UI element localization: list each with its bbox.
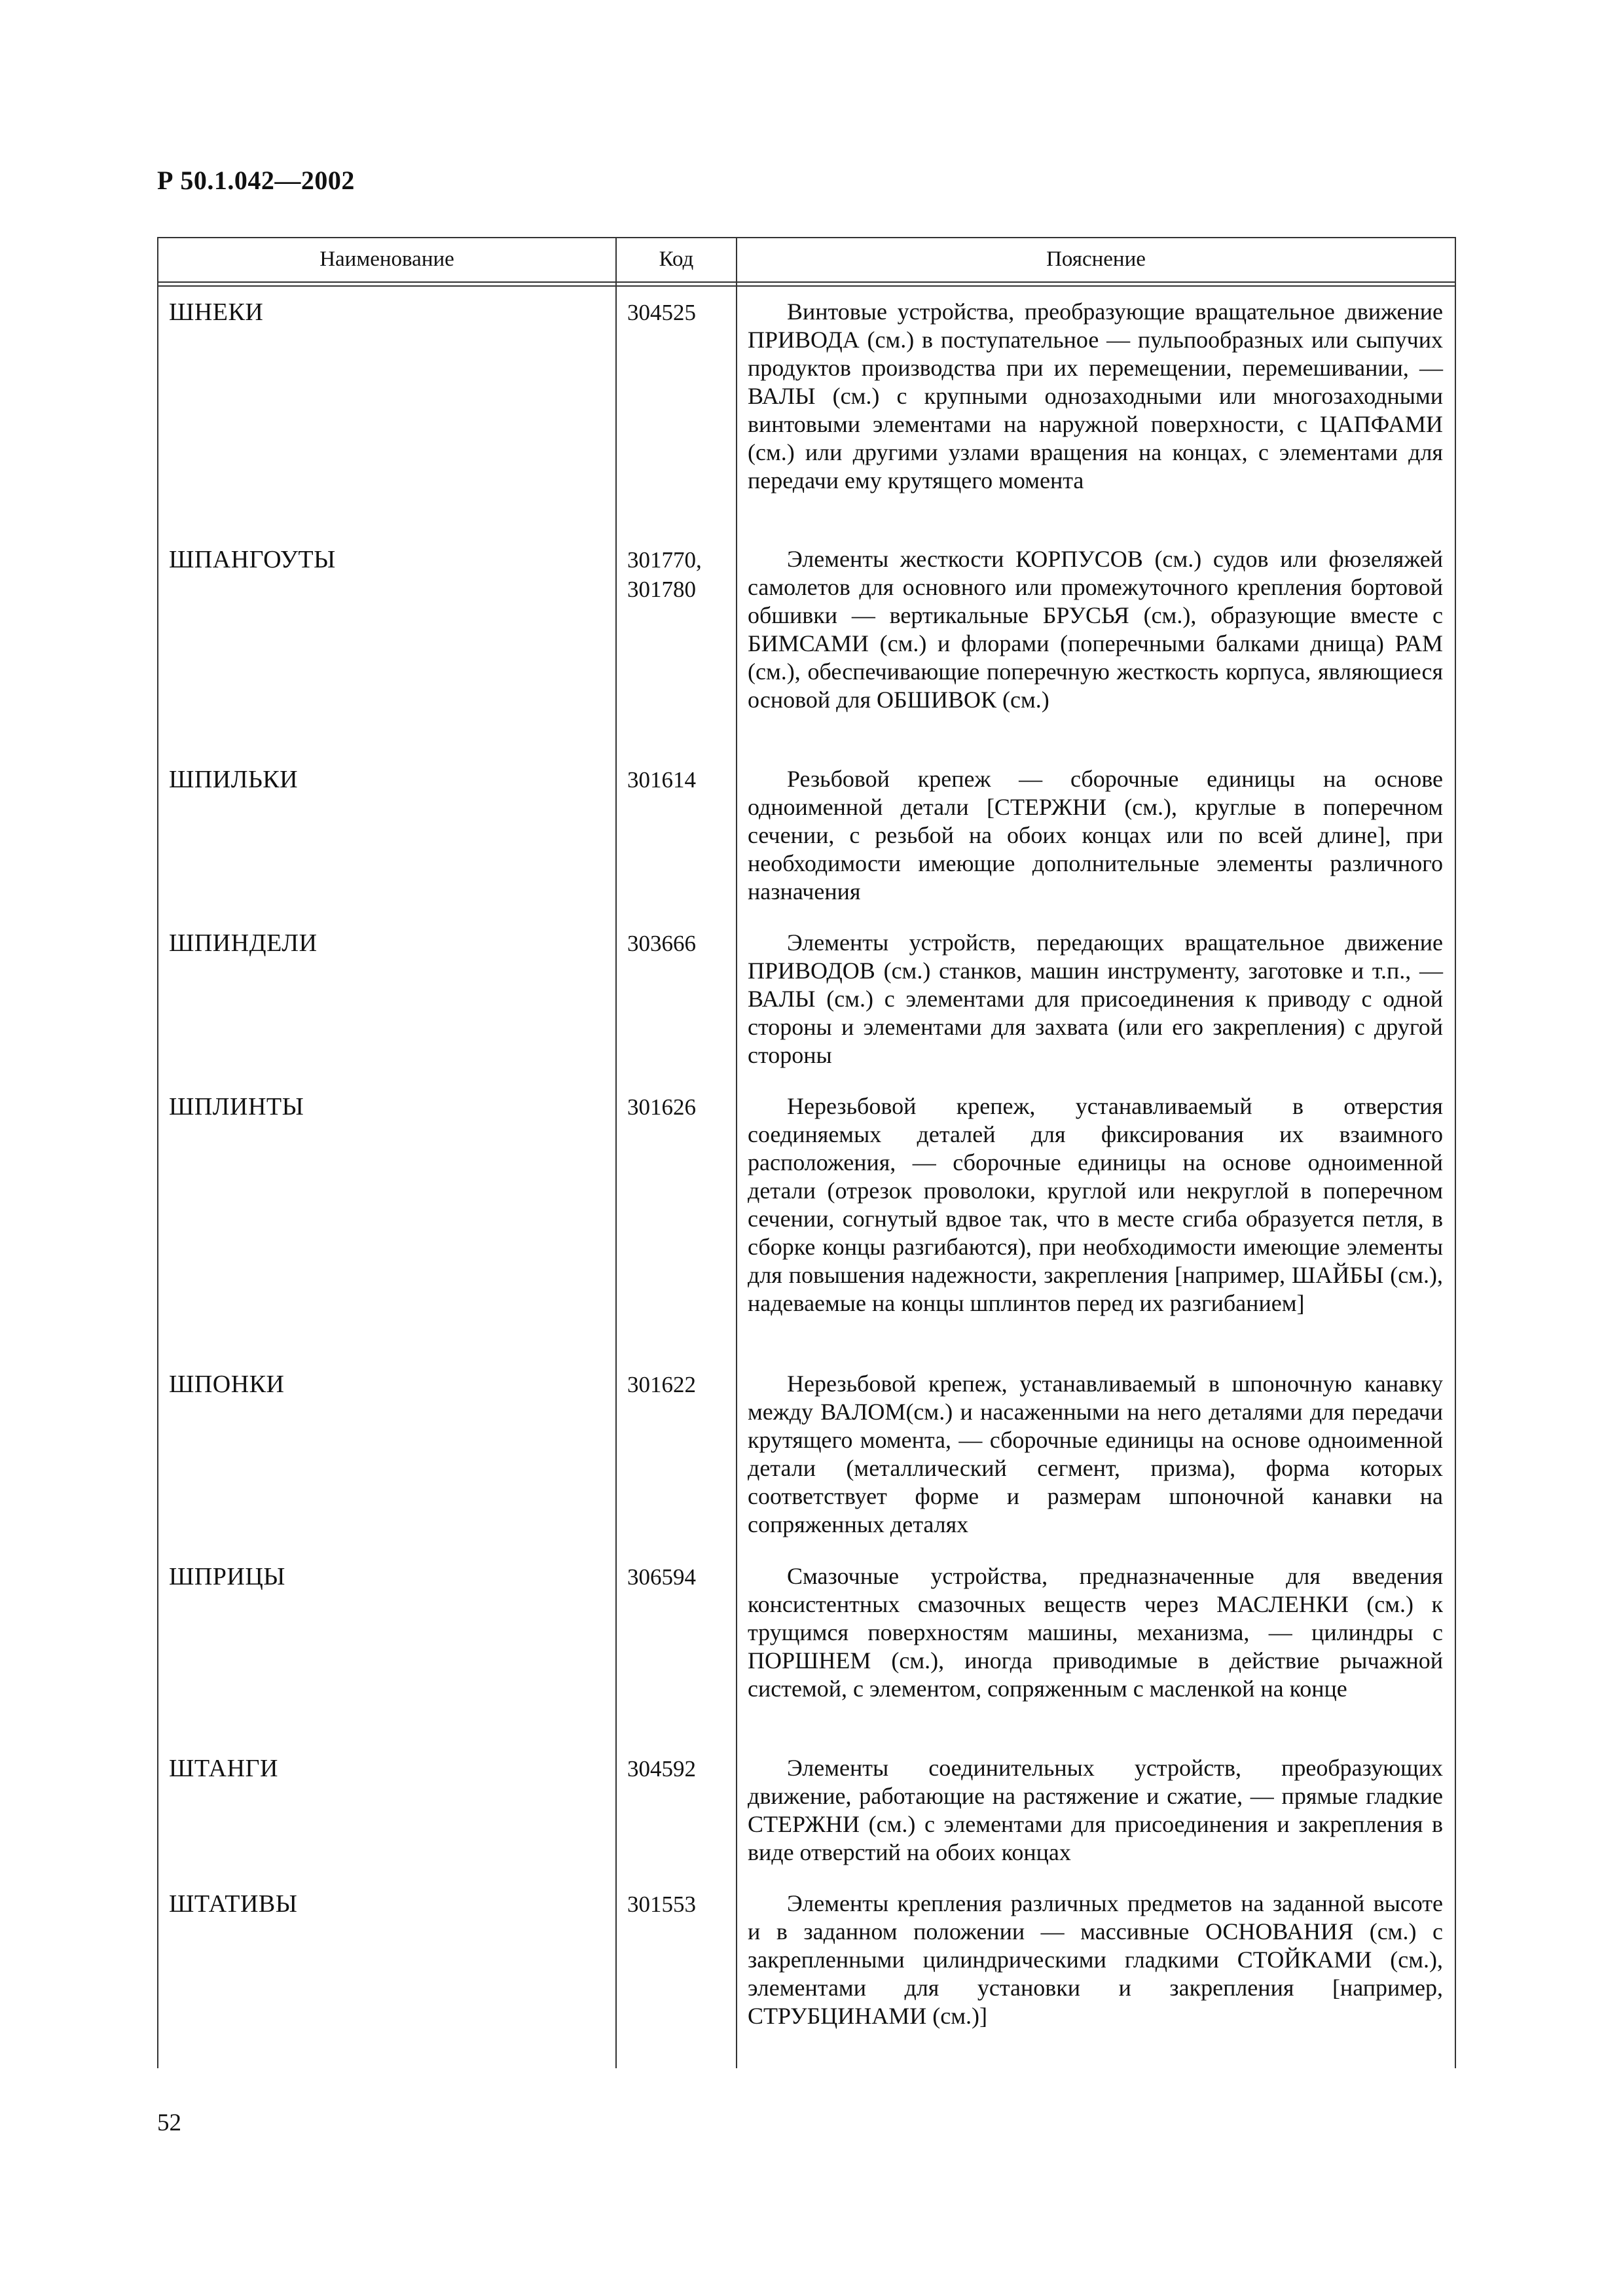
- row-name: ШПЛИНТЫ: [169, 1093, 304, 1121]
- row-code: 301614: [627, 767, 696, 793]
- row-desc: Нерезьбовой крепеж, устанавливаемый в шпоночную канавку между ВАЛОМ(см.) и насаженными на него деталями для передачи крутящего момента, — сборочные единицы на основе одноименной детали (металлический сегмент, призма), форма которых соответствует форме и размерам шпоночной канавки на сопряженных деталях: [748, 1371, 1443, 1537]
- row-code: 306594: [627, 1564, 696, 1590]
- row-code: 301770, 301780: [627, 547, 702, 602]
- row-desc: Элементы соединительных устройств, преобразующих движение, работающие на растяжение и сжатие, — прямые гладкие СТЕРЖНИ (см.) с элементами для присоединения и закрепления в виде отверстий на обоих концах: [748, 1755, 1443, 1865]
- row-name: ШПОНКИ: [169, 1371, 285, 1398]
- table-left-border: [157, 238, 158, 2068]
- row-name: ШПАНГОУТЫ: [169, 546, 336, 573]
- row-desc: Элементы жесткости КОРПУСОВ (см.) судов или фюзеляжей самолетов для основного или промежуточного крепления бортовой обшивки — вертикальные БРУСЬЯ (см.), образующие вместе с БИМСАМИ (см.) и флорами (поперечными балками днища) РАМ (см.), обеспечивающие поперечную жесткость корпуса, являющиеся основой для ОБШИВОК (см.): [748, 546, 1443, 713]
- table-right-border: [1455, 238, 1456, 2068]
- row-name: ШНЕКИ: [169, 298, 264, 326]
- row-code: 304525: [627, 300, 696, 325]
- column-header-code: Код: [659, 247, 694, 271]
- row-name: ШТАНГИ: [169, 1755, 278, 1782]
- row-code: 304592: [627, 1756, 696, 1782]
- row-name: ШПИЛЬКИ: [169, 766, 299, 793]
- row-desc: Винтовые устройства, преобразующие вращательное движение ПРИВОДА (см.) в поступательное — пульпообразных или сыпучих продуктов производства при их перемещении, перемешивании, — ВАЛЫ (см.) с крупными однозаходными или многозаходными винтовыми элементами на наружной поверхности, с ЦАПФАМИ (см.) или другими узлами вращения на концах, с элементами для передачи ему крутящего момента: [748, 298, 1443, 493]
- column-header-desc: Пояснение: [1046, 247, 1146, 271]
- row-code: 301553: [627, 1892, 696, 1917]
- page-number: 52: [157, 2109, 181, 2136]
- row-name: ШПИНДЕЛИ: [169, 929, 318, 957]
- column-divider-1: [615, 238, 617, 2068]
- column-divider-2: [736, 238, 737, 2068]
- column-header-name: Наименование: [319, 247, 454, 271]
- row-desc: Смазочные устройства, предназначенные для введения консистентных смазочных веществ через МАСЛЕНКИ (см.) к трущимся поверхностям машины, механизма, — цилиндры с ПОРШНЕМ (см.), иногда приводимые в действие рычажной системой, с элементом, сопряженным с масленкой на конце: [748, 1563, 1443, 1702]
- row-code: 301622: [627, 1372, 696, 1397]
- row-desc: Нерезьбовой крепеж, устанавливаемый в отверстия соединяемых деталей для фиксирования их взаимного расположения, — сборочные единицы на основе одноименной детали (отрезок проволоки, круглой или некруглой в поперечном сечении, согнутый вдвое так, что в месте сгиба образуется петля, в сборке концы разгибаются), при необходимости имеющие элементы для повышения надежности, закрепления [например, ШАЙБЫ (см.), надеваемые на концы шплинтов перед их разгибанием]: [748, 1093, 1443, 1316]
- row-name: ШТАТИВЫ: [169, 1890, 298, 1918]
- table-header-divider-double: [157, 285, 1456, 287]
- page-header: Р 50.1.042—2002: [157, 166, 355, 195]
- row-desc: Резьбовой крепеж — сборочные единицы на основе одноименной детали [СТЕРЖНИ (см.), круглые в поперечном сечении, с резьбой на обоих концах или по всей длине], при необходимости имеющие дополнительные элементы различного назначения: [748, 766, 1443, 905]
- row-code: 303666: [627, 931, 696, 956]
- row-name: ШПРИЦЫ: [169, 1563, 285, 1590]
- row-code: 301626: [627, 1094, 696, 1120]
- row-desc: Элементы крепления различных предметов на заданной высоте и в заданном положении — массивные ОСНОВАНИЯ (см.) с закрепленными цилиндрическими гладкими СТОЙКАМИ (см.), элементами для установки и закрепления [например, СТРУБЦИНАМИ (см.)]: [748, 1890, 1443, 2029]
- table-header-divider: [157, 281, 1456, 283]
- row-desc: Элементы устройств, передающих вращательное движение ПРИВОДОВ (см.) станков, машин инструменту, заготовке и т.п., — ВАЛЫ (см.) с элементами для присоединения к приводу с одной стороны и элементами для захвата (или его закрепления) с другой стороны: [748, 929, 1443, 1068]
